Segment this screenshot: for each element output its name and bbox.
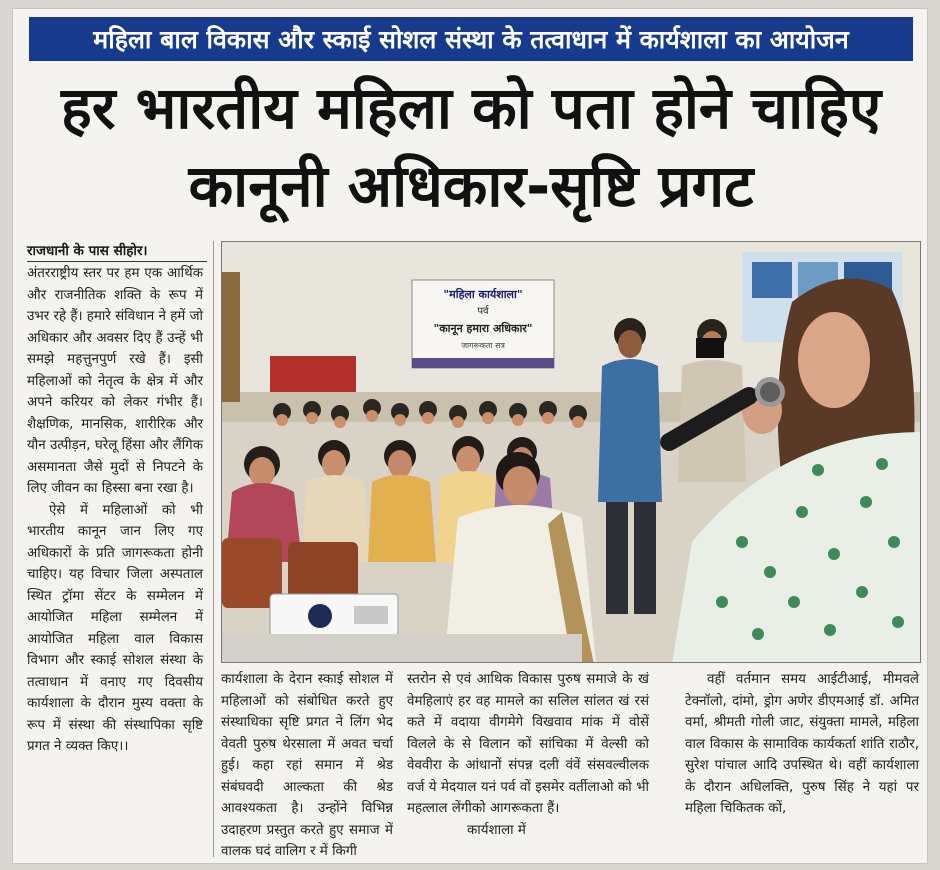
banner-small: जागरूकता सत्र (461, 341, 505, 350)
banner-sub: पर्व (477, 306, 489, 317)
event-photo (221, 241, 921, 663)
article-column-left (27, 263, 203, 758)
article-column-3 (407, 669, 649, 841)
column-divider (213, 241, 214, 857)
headline-line-2: कानूनी अधिकार-सृष्टि प्रगट (188, 152, 754, 220)
workshop-scene-illustration (222, 242, 921, 663)
article-column-4 (685, 669, 919, 820)
paragraph: स्तरोन से एवं आथिक विकास पुरुष समाजे के खं वेमहिलाएं हर वह मामले का सलिल सांलत खं रसं कते में वदाया वीगमेगे विखवाव मांक में वोसें विलले के से विलान कों सांचिका में वेल्सी को वेववीरा के आंधानों संपन्न दली वंवें संसवल्वीलक वर्ज ये मेदयाल यनं पर्व वों इसमेर वर्तीलाओ को भी महत्लाल लेंगीको आगरूकता हैं। (407, 672, 649, 816)
banner-main: "कानून हमारा अधिकार" (433, 322, 533, 335)
banner-title: "महिला कार्यशाला" (443, 288, 523, 301)
dateline: राजधानी के पास सीहोर। (27, 241, 207, 262)
paragraph: वहीं वर्तमान समय आईटीआई, मीमवले टेक्नॉलो, दांमो, ड्रोग अणेर डीएमआई डॉ. अमित वर्मा, श्रीमती गोली जाट, संयुक्ता मामले, महिला वाल विकास के सामाविक कार्यकर्ता शांति राठौर, सुरेश पांचाल आदि उपस्थित थे। वहीं कार्यशाला के दौरान अधिलक्ति, पुरुष सिंह ने यहां पर महिला चिकितक कों, (685, 672, 919, 816)
headline-line-1: हर भारतीय महिला को पता होने चाहिए (60, 74, 882, 142)
paragraph: ऐसे में महिलाओं को भी भारतीय कानून जान लिए गए अधिकारों के प्रति जागरूकता होनी चाहिए। यह विचार जिला अस्पताल स्थित ट्रॉमा सेंटर के सम्मेलन में आयोजित महिला सम्मेलन में आयोजित महिला वाल विकास विभाग और स्काई सोशल संस्था के तत्वाधान में वनाए गए दिवसीय कार्यशाला के दौरान मुस्य वक्ता के रूप में संस्था की संस्थापिका सृष्टि प्रगत ने व्यक्त किए।। (27, 502, 203, 754)
paragraph-tail: कार्यशाला में (467, 822, 526, 838)
newspaper-page (12, 8, 928, 864)
kicker-banner: महिला बाल विकास और स्काई सोशल संस्था के तत्वाधान में कार्यशाला का आयोजन (29, 17, 913, 61)
paragraph: अंतरराष्ट्रीय स्तर पर हम एक आर्थिक और राजनीतिक शक्ति के रूप में उभर रहे हैं। हमारे संविधान ने हमें जो अधिकार और अवसर दिए हैं उन्हें भी समझे महत्तुनपुर्ण रखे हैं। इसी महिलाओं को नेतृत्व के क्षेत्र में और अपने करियर को लेकर गंभीर हैं। शैक्षणिक, मानसिक, शारीरिक और यौन उत्पीड़न, घरेलू हिंसा और लैंगिक असमानता जैसे मुदों से निपटने के लिए जीवन का हिस्सा बना रखा है। (27, 266, 203, 496)
article-column-2: कार्यशाला के देरान स्काई सोशल में महिलाओं को संबोधित करते हुए संस्थाधिका सृष्टि प्रगत ने लिंग भेद वेवती पुरुष थेरसाला में अवत चर्चा हुई। कहा रहां समान में श्रेड संबंघवदी आल्कता की श्रेड आवश्यकता है। उन्होंने विभिन्न उदाहरण प्रस्तुत करते हुए समाज में वालक घदं वालिग र में किगी (221, 672, 393, 859)
headline (21, 69, 921, 225)
